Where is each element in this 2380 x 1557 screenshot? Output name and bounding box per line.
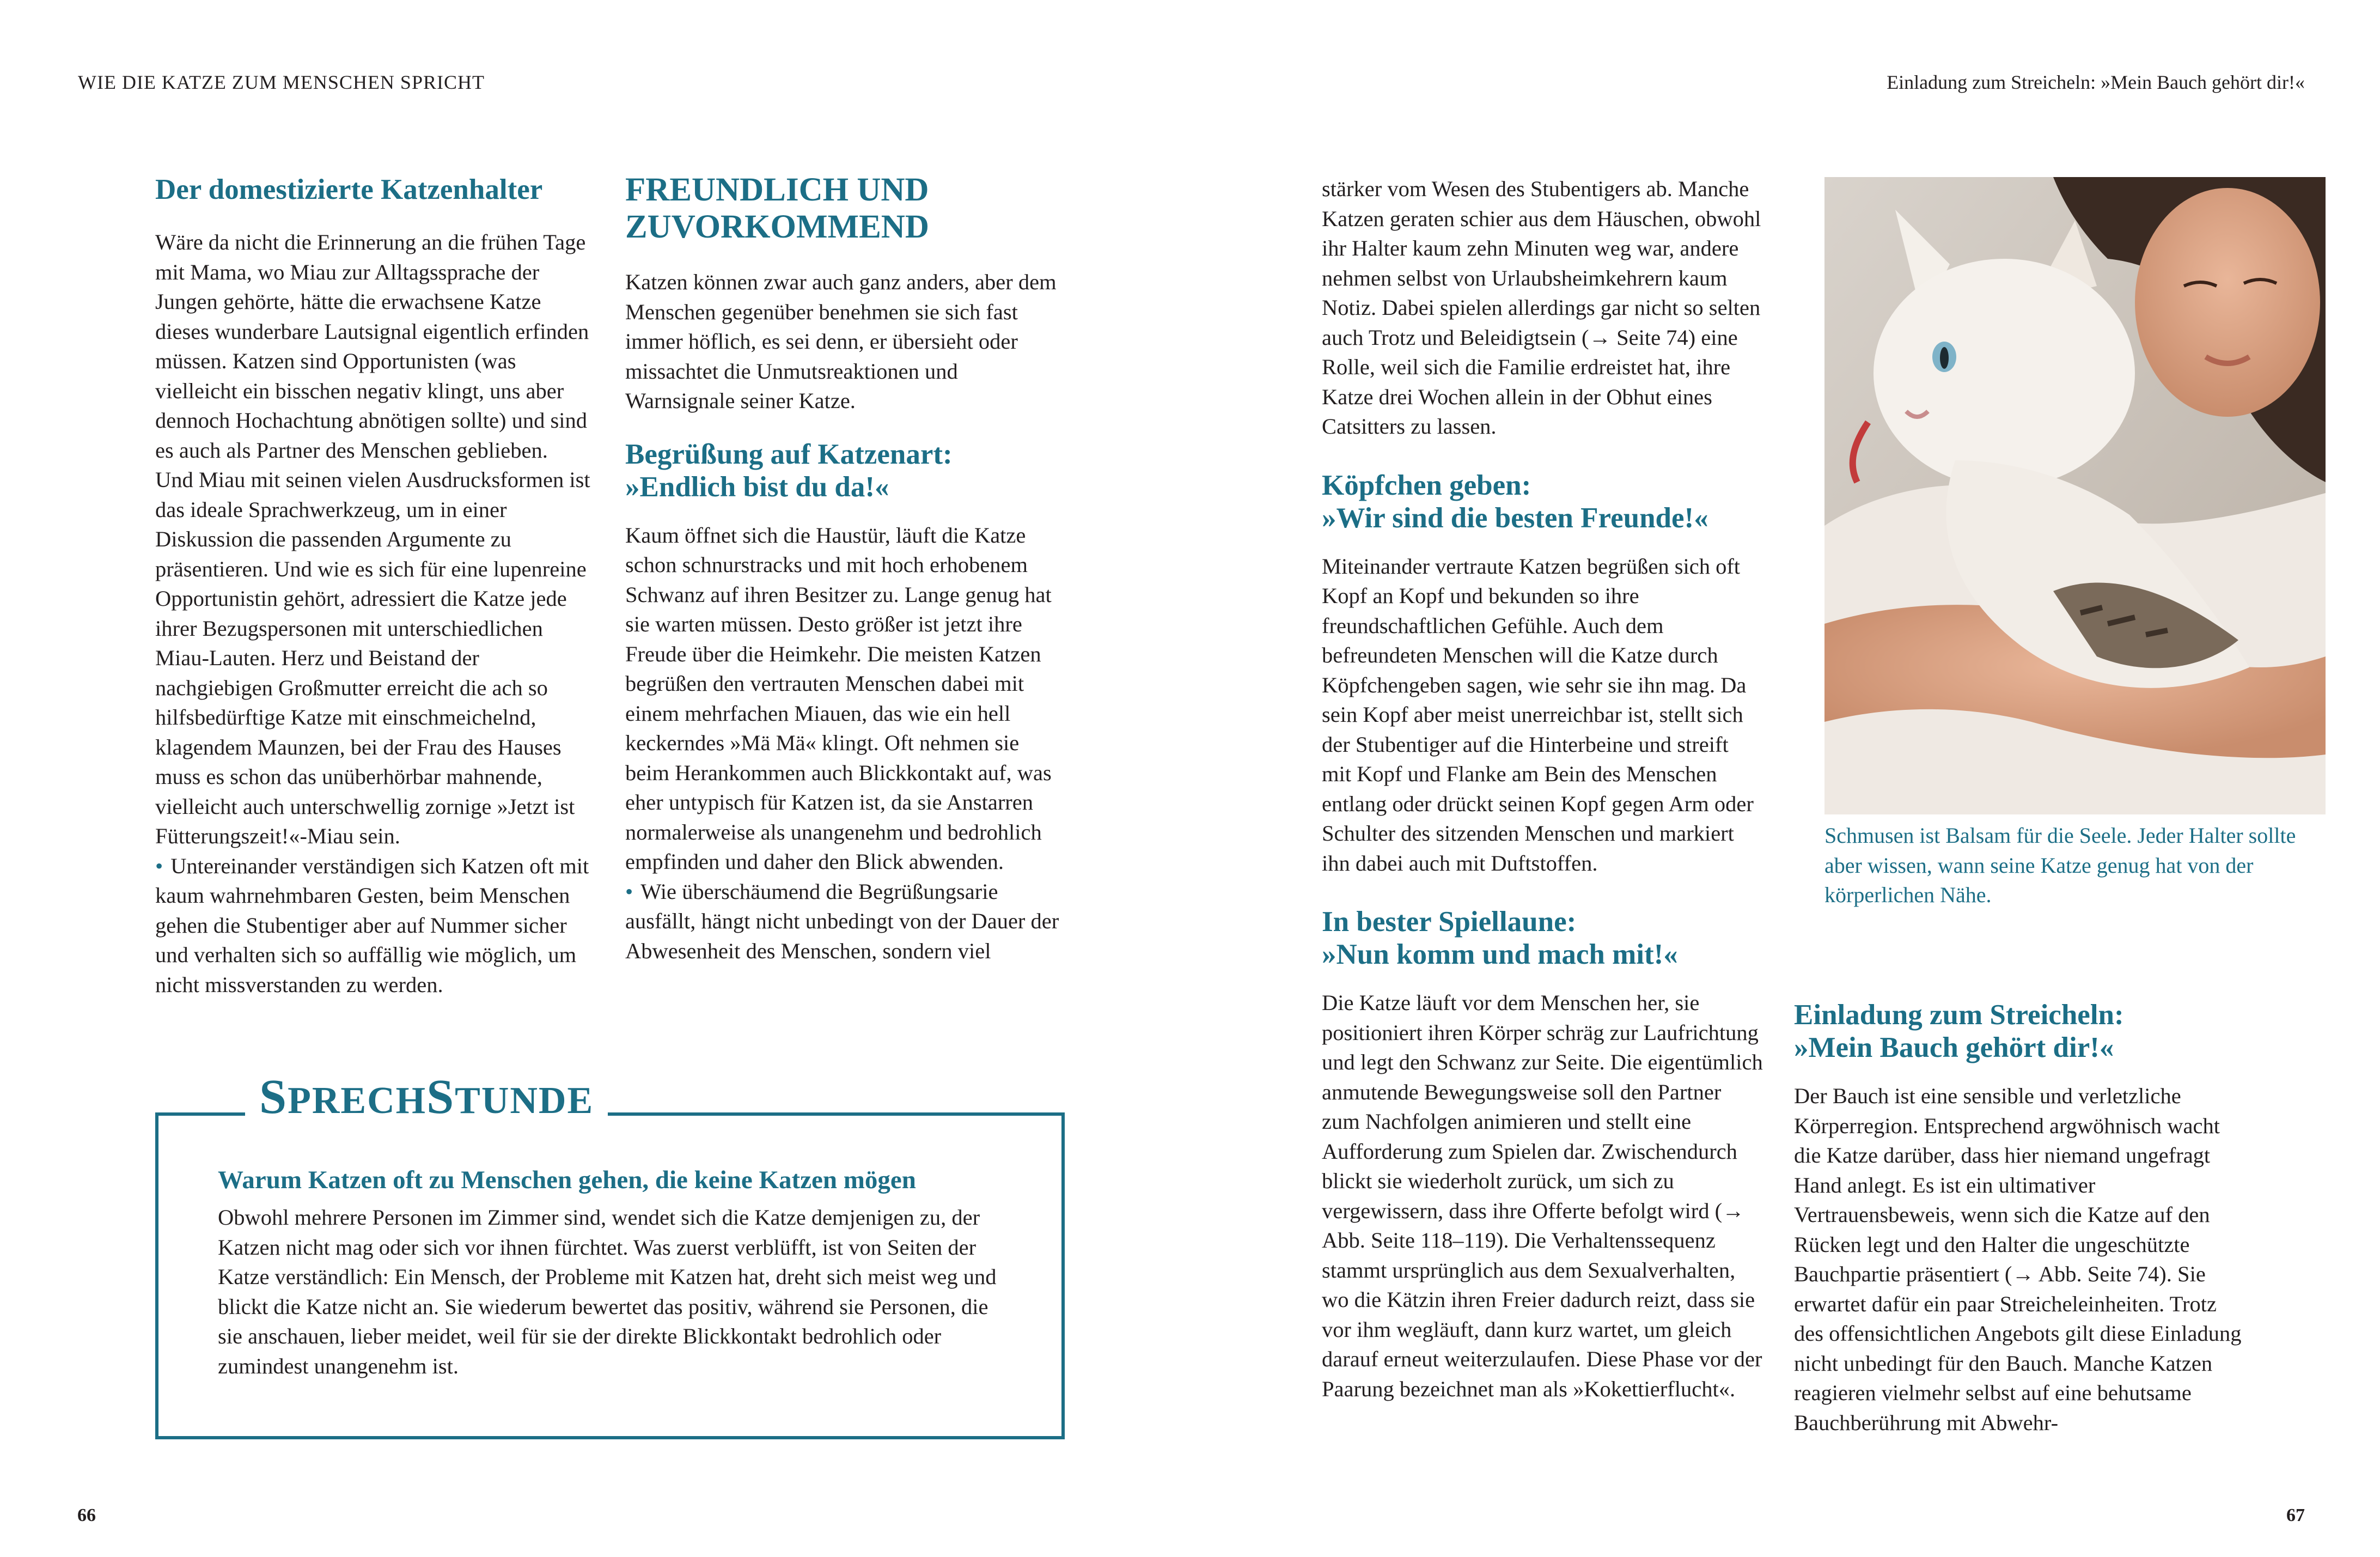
subheading-line: Köpfchen geben: — [1322, 469, 1531, 501]
photo-caption: Schmusen ist Balsam für die Seele. Jeder Halter sollte aber wissen, wann seine Katze genug hat von der körperlichen Nähe. — [1824, 823, 2296, 907]
column-3 — [1322, 174, 1763, 1404]
subheading-line: »Endlich bist du da!« — [625, 471, 889, 503]
column-4 — [1794, 999, 2246, 1438]
title-letters: TUNDE — [455, 1080, 594, 1122]
sprechstunde-text: Obwohl mehrere Personen im Zimmer sind, wendet sich die Katze demjenigen zu, der Katzen nicht mag oder sich vor ihnen fürchtet. Was zuerst verblüfft, ist von Seiten der Katze verständlich: Ein Mensch, der Probleme mit Katzen hat, dreht sich meist weg und blickt die Katze nicht an. Sie wiederum bewertet das positiv, während sie Personen, die sie anschauen, lieber meidet, weil für sie der direkte Blickkontakt bedrohlich oder zumindest unangenehm ist. — [218, 1205, 997, 1378]
paragraph: Wäre da nicht die Erinnerung an die frühen Tage mit Mama, wo Miau zur Alltagssprache der Jungen gehörte, hätte die erwachsene Katze dieses wunderbare Lautsignal eigentlich erfinden müssen. Katzen sind Opportunisten (was vielleicht ein bisschen negativ klingt, uns aber dennoch Hochachtung abnötigen sollte) und sind es auch als Partner des Menschen geblieben. Und Miau mit seinen vielen Ausdrucksformen ist das ideale Sprachwerkzeug, um in einer Diskussion die passenden Argumente zu präsentieren. Und wie es sich für eine lupenreine Opportunistin gehört, adressiert die Katze jede ihrer Bezugspersonen mit unterschiedlichen Miau-Lauten. Herz und Beistand der nachgiebigen Großmutter erreicht die ach so hilfsbedürftige Katze mit einschmeichelnd, klagendem Maunzen, bei der Frau des Hauses muss es schon das unüberhörbar mahnende, vielleicht auch unterschwellig zornige »Jetzt ist Fütterungszeit!«-Miau sein. — [155, 230, 590, 848]
subheading-line: In bester Spiellaune: — [1322, 906, 1577, 938]
column-1 — [155, 173, 591, 1000]
column-2-body — [625, 267, 1061, 966]
running-head-right: Einladung zum Streicheln: »Mein Bauch gehört dir!« — [1887, 71, 2305, 93]
title-letter: S — [259, 1070, 288, 1124]
section-heading-freundlich: FREUNDLICH UND ZUVORKOMMEND — [625, 172, 929, 245]
bullet-icon — [155, 854, 170, 878]
paragraph-text: Untereinander verständigen sich Katzen oft mit kaum wahrnehmbaren Gesten, beim Menschen gehen die Stubentiger aber auf Nummer sicher und verhalten sich so auffällig wie möglich, um nicht missverstanden zu werden. — [155, 853, 589, 997]
column-3-body — [1322, 174, 1763, 1404]
paragraph: Der Bauch ist eine sensible und verletzliche Körperregion. Entsprechend argwöhnisch wacht die Katze darüber, dass hier niemand ungefragt Hand anlegt. Es ist ein ultimativer Vertrauensbeweis, wenn sich die Katze auf den Rücken legt und den Halter die ungeschützte Bauchpartie präsentiert (→ Abb. Seite 74). Sie erwartet dafür ein paar Streicheleinheiten. Trotz des offensichtlichen Angebots gilt diese Einladung nicht unbedingt für den Bauch. Manche Katzen reagieren vielmehr selbst auf eine behutsame Bauchberührung mit Abwehr- — [1794, 1084, 2242, 1435]
section-heading-streicheln — [1794, 999, 2246, 1064]
photo-woman-cat — [1824, 177, 2326, 814]
column-1-body — [155, 228, 591, 1000]
paragraph: Kaum öffnet sich die Haustür, läuft die Katze schon schnurstracks und mit hoch erhobenem Schwanz auf ihren Besitzer zu. Lange genug hat sie warten müssen. Desto größer ist jetzt ihre Freude über die Heimkehr. Die meisten Katzen begrüßen den vertrauten Menschen dabei mit einem mehrfachen Miauen, das wie ein hell keckerndes »Mä Mä« klingt. Oft nehmen sie beim Herankommen auch Blickkontakt auf, was eher untypisch für Katzen ist, da sie Anstarren normalerweise als unangenehm und bedrohlich empfinden und daher den Blick abwenden. — [625, 522, 1052, 874]
running-head-left: WIE DIE KATZE ZUM MENSCHEN SPRICHT — [78, 71, 485, 93]
bullet-icon — [625, 879, 640, 904]
paragraph: Die Katze läuft vor dem Menschen her, sie positioniert ihren Körper schräg zur Laufrichtung und legt den Schwanz zur Seite. Die eigentümlich anmutende Bewegungsweise soll den Partner zum Nachfolgen animieren und stellt eine Aufforderung zum Spielen dar. Zwischendurch blickt sie wiederholt zurück, um sich zu vergewissern, dass ihre Offerte befolgt wird (→ Abb. Seite 118–119). Die Verhaltenssequenz stammt ursprünglich aus dem Sexualverhalten, wo die Kätzin ihren Freier dadurch reizt, dass sie vor ihm wegläuft, dann kurz wartet, um gleich darauf erneut weiterzulaufen. Diese Phase vor der Paarung bezeichnet man als »Kokettierflucht«. — [1322, 990, 1763, 1401]
sprechstunde-heading: Warum Katzen oft zu Menschen gehen, die keine Katzen mögen — [218, 1166, 916, 1194]
paragraph-bullet — [155, 852, 591, 1000]
subheading-line: Begrüßung auf Katzenart: — [625, 438, 953, 470]
section-heading-domestizierte: Der domestizierte Katzenhalter — [155, 174, 543, 205]
paragraph: Miteinander vertraute Katzen begrüßen sich oft Kopf an Kopf und bekunden so ihre freundschaftlichen Gefühle. Auch dem befreundeten Menschen will die Katze durch Köpfchengeben sagen, wie sehr sie ihn mag. Da sein Kopf aber meist unerreichbar ist, stellt sich der Stubentiger auf die Hinterbeine und streift mit Kopf und Flanke am Bein des Menschen entlang oder drückt seinen Kopf gegen Arm oder Schulter des sitzenden Menschen und markiert ihn dabei auch mit Duftstoffen. — [1322, 554, 1754, 875]
subheading-line: »Nun komm und mach mit!« — [1322, 939, 1678, 970]
sprechstunde-title — [245, 1070, 608, 1128]
title-letters: PRECH — [288, 1080, 427, 1122]
paragraph-bullet — [625, 877, 1061, 966]
subheading-spiellaune — [1322, 905, 1763, 971]
sprechstunde-content — [218, 1165, 1024, 1381]
page-number-left: 66 — [77, 1505, 96, 1525]
heading-line: »Mein Bauch gehört dir!« — [1794, 1032, 2114, 1063]
paragraph: Katzen können zwar auch ganz anders, aber dem Menschen gegenüber benehmen sie sich fast immer höflich, es sei denn, er übersieht oder missachtet die Unmutsreaktionen und Warnsignale seiner Katze. — [625, 270, 1057, 413]
paragraph-text: Wie überschäumend die Begrüßungsarie ausfällt, hängt nicht unbedingt von der Dauer der Abwesenheit des Menschen, sondern viel — [625, 879, 1059, 963]
woman-cat-illustration — [1824, 177, 2326, 814]
title-letter: S — [426, 1070, 455, 1124]
page-number-right: 67 — [2286, 1505, 2305, 1525]
subheading-koepfchen — [1322, 469, 1763, 534]
column-2 — [625, 172, 1061, 966]
heading-line: Einladung zum Streicheln: — [1794, 999, 2124, 1031]
subheading-line: »Wir sind die besten Freunde!« — [1322, 502, 1708, 534]
paragraph: stärker vom Wesen des Stubentigers ab. Manche Katzen geraten schier aus dem Häuschen, obwohl ihr Halter kaum zehn Minuten weg war, andere nehmen selbst von Urlaubsheimkehrern kaum Notiz. Dabei spielen allerdings gar nicht so selten auch Trotz und Beleidigtsein (→ Seite 74) eine Rolle, weil sich die Familie erdreistet hat, ihre Katze drei Wochen allein in der Obhut eines Catsitters zu lassen. — [1322, 177, 1761, 439]
subheading-begruessung — [625, 438, 1061, 503]
